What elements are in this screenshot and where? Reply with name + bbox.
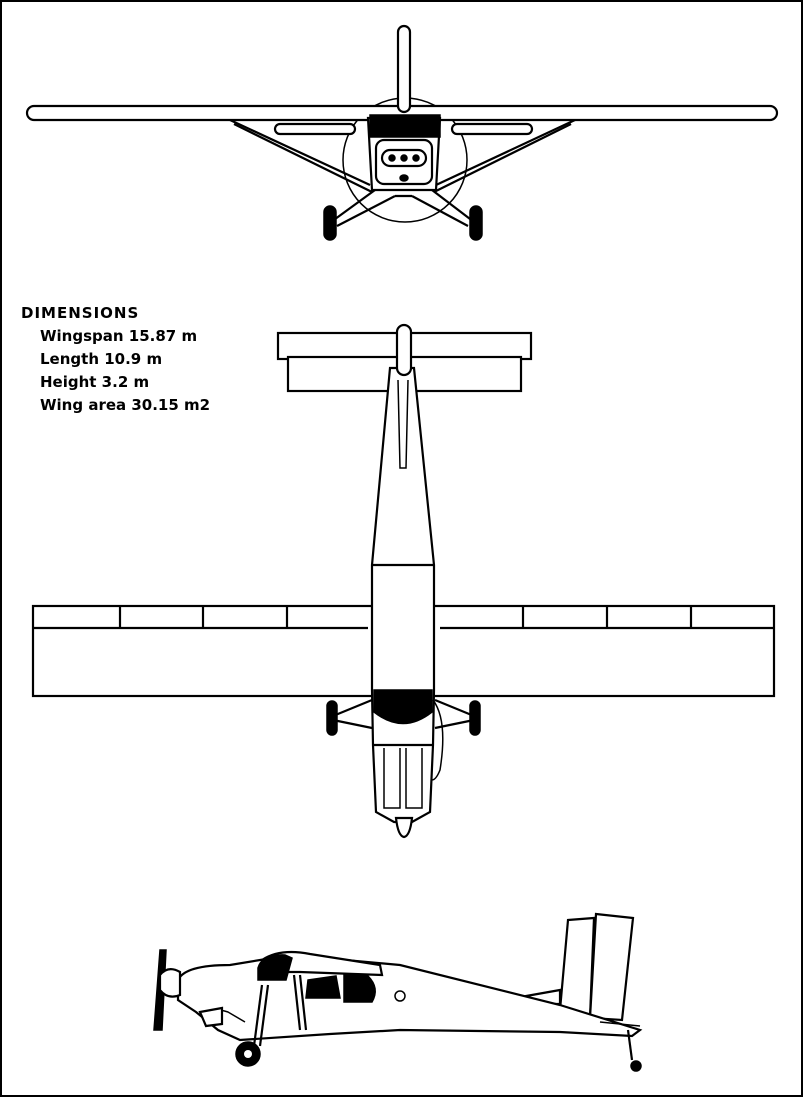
side-window-1 bbox=[306, 976, 340, 998]
dim-height: Height 3.2 m bbox=[40, 373, 150, 391]
dim-wing-area: Wing area 30.15 m2 bbox=[40, 396, 211, 414]
side-window-2 bbox=[344, 974, 375, 1002]
side-fin bbox=[560, 918, 594, 1018]
side-rudder bbox=[590, 914, 633, 1020]
dimensions-block bbox=[21, 304, 210, 417]
dimensions-heading: DIMENSIONS bbox=[21, 304, 140, 322]
side-spinner bbox=[160, 969, 180, 997]
dim-length: Length 10.9 m bbox=[40, 350, 163, 368]
side-tail-wheel bbox=[631, 1061, 641, 1071]
dim-wingspan: Wingspan 15.87 m bbox=[40, 327, 198, 345]
